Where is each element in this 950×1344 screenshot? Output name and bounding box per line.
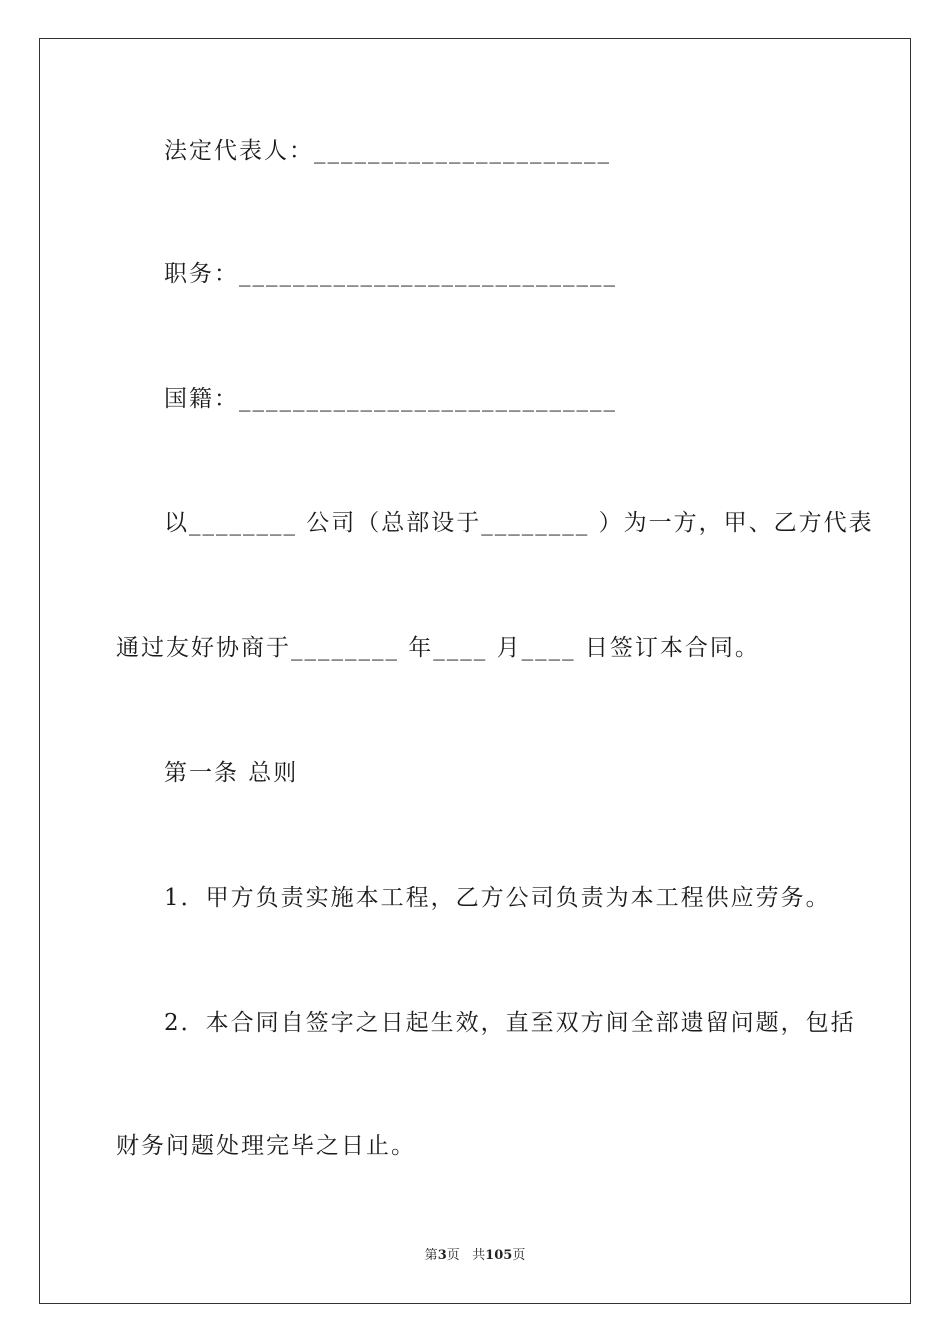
clause-2-part2: 财务问题处理完毕之日止。 [116, 1133, 416, 1159]
clause-2-part1: 2．本合同自签字之日起生效，直至双方间全部遗留问题，包括 [164, 1010, 856, 1036]
article-one-heading: 第一条 总则 [164, 760, 299, 786]
clause-1: 1．甲方负责实施本工程，乙方公司负责为本工程供应劳务。 [164, 885, 831, 911]
footer-total-prefix: 共 [472, 1248, 486, 1263]
footer-page-number: 3 [437, 1248, 447, 1263]
footer-page-suffix: 页 [446, 1248, 460, 1263]
signing-date-line: 通过友好协商于________ 年____ 月____ 日签订本合同。 [116, 635, 760, 661]
nationality-field: 国籍：____________________________ [164, 386, 617, 412]
footer-page-prefix: 第 [424, 1248, 438, 1263]
page-footer [0, 1247, 950, 1265]
party-intro-line: 以________ 公司（总部设于________ ）为一方，甲、乙方代表 [164, 510, 874, 536]
legal-representative-field: 法定代表人：______________________ [164, 138, 611, 164]
page-border [39, 38, 911, 1304]
footer-total-number: 105 [485, 1248, 513, 1263]
position-field: 职务：____________________________ [164, 261, 617, 287]
footer-total-suffix: 页 [512, 1248, 526, 1263]
